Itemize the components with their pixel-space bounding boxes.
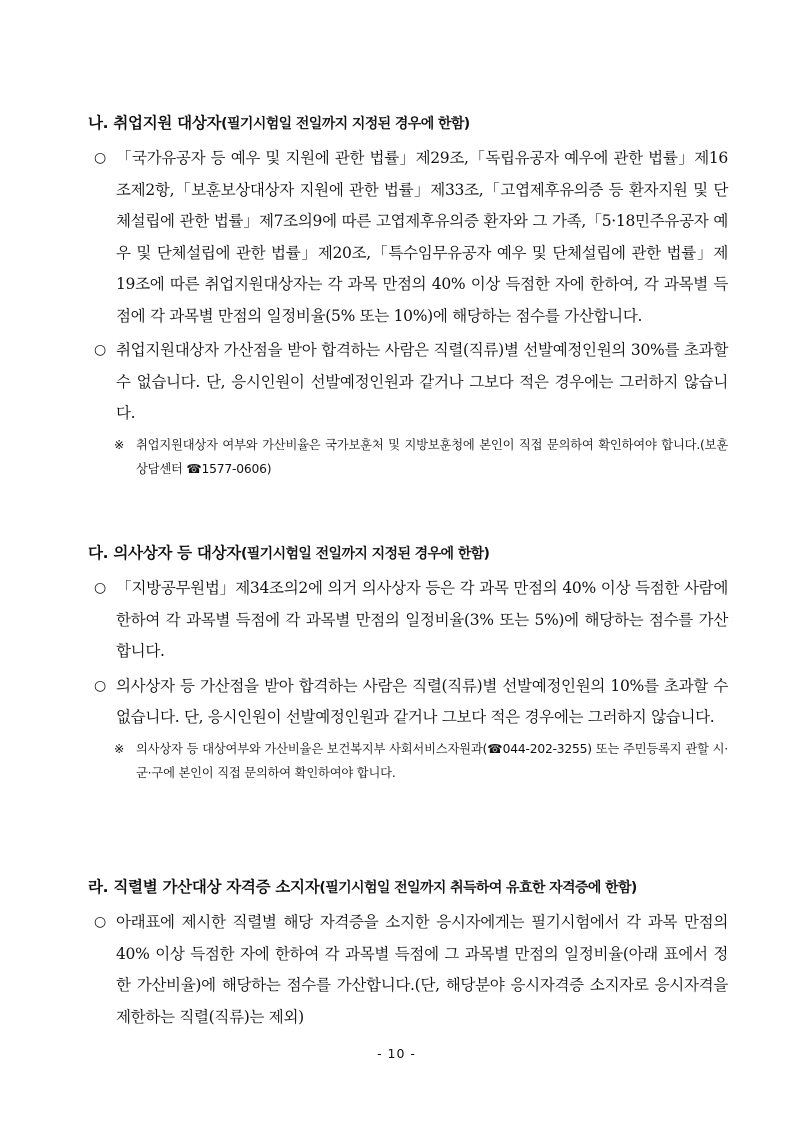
heading-note: (필기시험일 전일까지 취득하여 유효한 자격증에 한함) bbox=[319, 880, 637, 896]
reference-mark-icon: ※ bbox=[114, 741, 125, 756]
circle-bullet-icon: ○ bbox=[94, 677, 106, 694]
heading-title: 다. 의사상자 등 대상자 bbox=[88, 544, 241, 562]
note-paragraph bbox=[88, 433, 728, 481]
circle-bullet-icon: ○ bbox=[94, 914, 106, 930]
heading-note: (필기시험일 전일까지 지정된 경우에 한함) bbox=[240, 546, 490, 562]
section-heading bbox=[88, 542, 728, 565]
bullet-text: 아래표에 제시한 직렬별 해당 자격증을 소지한 응시자에게는 필기시험에서 각 과목 만점의 40% 이상 득점한 자에 한하여 각 과목별 득점에 그 과목별 만점의 일정비율(아래 표에서 정한 가산비율)에 해당하는 점수를 가산합니다.(단, 해당분야 응시자격증 소지자로 응시자격을 제한하는 직렬(직류)는 제외) bbox=[116, 913, 728, 1026]
bullet-paragraph bbox=[88, 671, 728, 734]
bullet-paragraph bbox=[88, 907, 728, 1033]
page-number: - 10 - bbox=[377, 1046, 416, 1061]
section-certificate-holders bbox=[88, 876, 728, 1036]
heading-note: (필기시험일 전일까지 지정된 경우에 한함) bbox=[221, 116, 470, 132]
bullet-text: 취업지원대상자 가산점을 받아 합격하는 사람은 직렬(직류)별 선발예정인원의 30%를 초과할 수 없습니다. 단, 응시인원이 선발예정인원과 같거나 그보다 적은 경우에는 그러하지 않습니다. bbox=[116, 341, 728, 422]
heading-title: 라. 직렬별 가산대상 자격증 소지자 bbox=[88, 878, 320, 896]
bullet-text: 「지방공무원법」제34조의2에 의거 의사상자 등은 각 과목 만점의 40% 이상 득점한 사람에 한하여 각 과목별 득점에 각 과목별 만점의 일정비율(3% 또는 5%)에 해당하는 점수를 가산합니다. bbox=[116, 579, 728, 660]
heading-title: 나. 취업지원 대상자 bbox=[88, 114, 222, 132]
circle-bullet-icon: ○ bbox=[94, 342, 106, 358]
note-paragraph bbox=[88, 737, 728, 785]
circle-bullet-icon: ○ bbox=[94, 580, 106, 596]
bullet-text: 「국가유공자 등 예우 및 지원에 관한 법률」제29조,「독립유공자 예우에 관한 법률」제16조제2항,「보훈보상대상자 지원에 관한 법률」제33조,「고엽제후유의증 등 환자지원 및 단체설립에 관한 법률」제7조의9에 따른 고엽제후유의증 환자와 그 가족,「5·18민주유공자 예우 및 단체설립에 관한 법률」제20조,「특수임무유공자 예우 및 단체설립에 관한 법률」제19조에 따른 취업지원대상자는 각 과목 만점의 40% 이상 득점한 자에 한하여, 각 과목별 득점에 각 과목별 만점의 일정비율(5% 또는 10%)에 해당하는 점수를 가산합니다. bbox=[116, 149, 728, 325]
note-text: 의사상자 등 대상여부와 가산비율은 보건복지부 사회서비스자원과(☎044-202-3255) 또는 주민등록지 관할 시·군·구에 본인이 직접 문의하여 확인하여야 합니다. bbox=[136, 741, 728, 780]
bullet-paragraph bbox=[88, 143, 728, 332]
section-heading bbox=[88, 876, 728, 899]
section-heading bbox=[88, 112, 728, 135]
note-text: 취업지원대상자 여부와 가산비율은 국가보훈처 및 지방보훈청에 본인이 직접 문의하여 확인하여야 합니다.(보훈상담센터 ☎1577-0606) bbox=[136, 437, 728, 476]
bullet-paragraph bbox=[88, 335, 728, 430]
reference-mark-icon: ※ bbox=[114, 437, 125, 452]
section-employment-support bbox=[88, 112, 728, 481]
circle-bullet-icon: ○ bbox=[94, 150, 106, 166]
bullet-text: 의사상자 등 가산점을 받아 합격하는 사람은 직렬(직류)별 선발예정인원의 10%를 초과할 수 없습니다. 단, 응시인원이 선발예정인원과 같거나 그보다 적은 경우에는 그러하지 않습니다. bbox=[116, 676, 728, 726]
section-righteous-casualty bbox=[88, 542, 728, 785]
bullet-paragraph bbox=[88, 573, 728, 668]
